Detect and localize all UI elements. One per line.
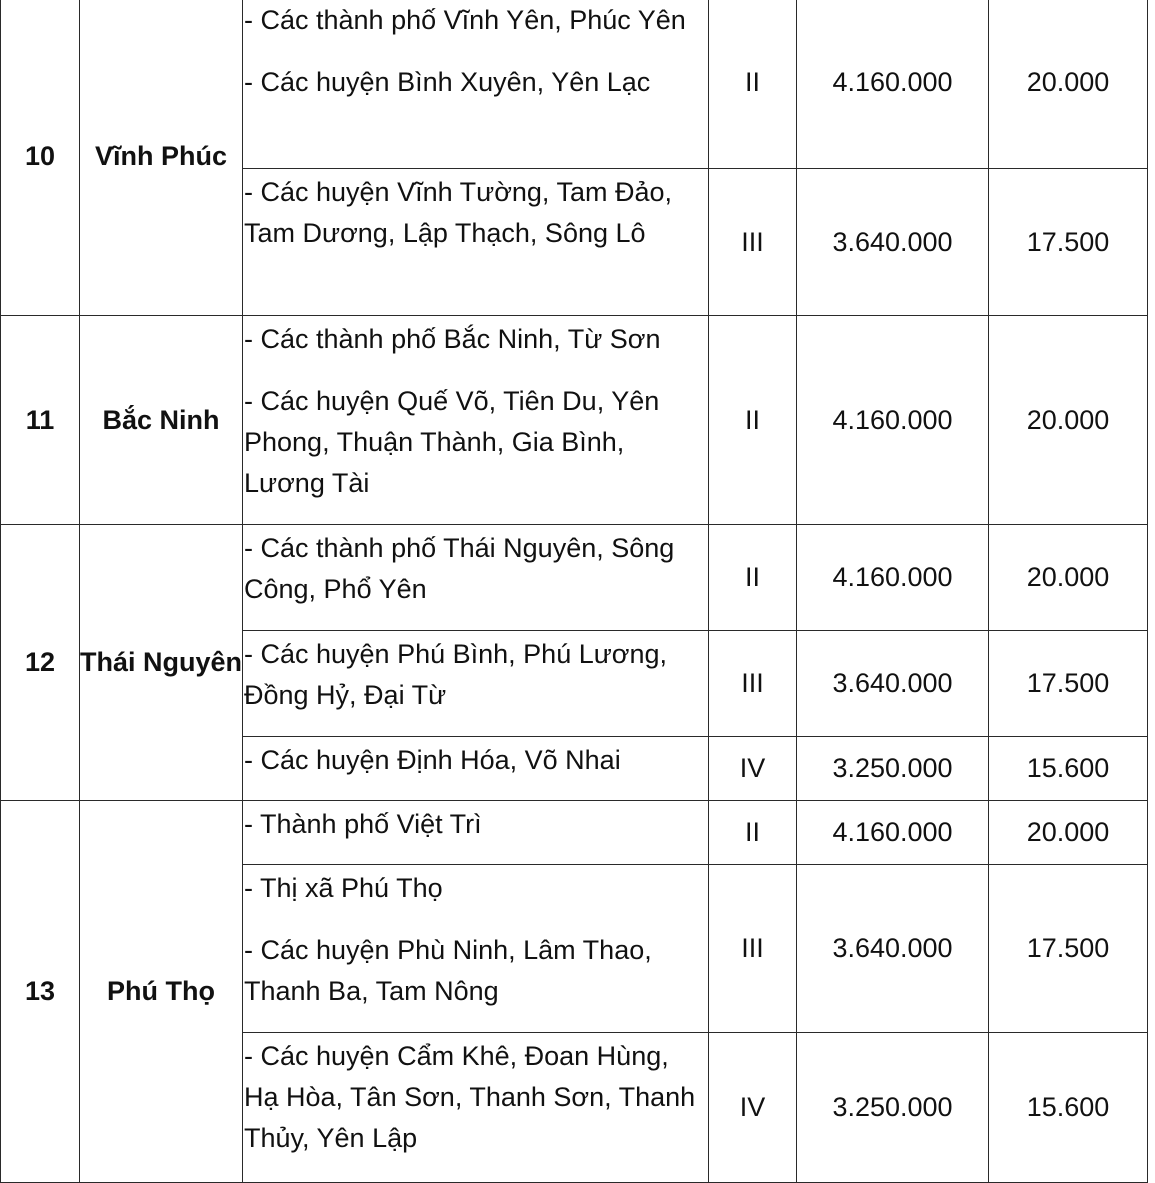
- region-cell: III: [709, 865, 797, 1033]
- region-cell: II: [709, 801, 797, 865]
- province-name: Bắc Ninh: [80, 316, 243, 525]
- region-cell: IV: [709, 1033, 797, 1183]
- table-row: [1, 316, 1148, 525]
- region-cell: II: [709, 525, 797, 631]
- area-cell: [243, 0, 709, 169]
- area-cell: [243, 169, 709, 316]
- province-name: Phú Thọ: [80, 801, 243, 1183]
- area-text: - Các thành phố Vĩnh Yên, Phúc Yên: [244, 5, 686, 35]
- province-name: Vĩnh Phúc: [80, 0, 243, 316]
- area-text: - Các huyện Quế Võ, Tiên Du, Yên Phong, Thuận Thành, Gia Bình, Lương Tài: [244, 386, 660, 498]
- province-name: Thái Nguyên: [80, 525, 243, 801]
- area-text: - Các huyện Phù Ninh, Lâm Thao, Thanh Ba, Tam Nông: [244, 935, 652, 1006]
- table-row: [1, 525, 1148, 631]
- hourly-wage-cell: 17.500: [989, 169, 1148, 316]
- area-text: - Các huyện Phú Bình, Phú Lương, Đồng Hỷ, Đại Từ: [244, 639, 668, 710]
- monthly-wage-cell: 3.640.000: [797, 631, 989, 737]
- area-cell: [243, 1033, 709, 1183]
- monthly-wage-cell: 3.640.000: [797, 169, 989, 316]
- region-cell: II: [709, 316, 797, 525]
- area-cell: [243, 737, 709, 801]
- table-row: [1, 801, 1148, 865]
- region-cell: IV: [709, 737, 797, 801]
- province-number: 13: [1, 801, 80, 1183]
- area-text: - Thành phố Việt Trì: [244, 809, 482, 839]
- monthly-wage-cell: 4.160.000: [797, 316, 989, 525]
- area-cell: [243, 631, 709, 737]
- hourly-wage-cell: 20.000: [989, 801, 1148, 865]
- monthly-wage-cell: 3.250.000: [797, 737, 989, 801]
- monthly-wage-cell: 4.160.000: [797, 801, 989, 865]
- region-cell: III: [709, 631, 797, 737]
- monthly-wage-cell: 4.160.000: [797, 525, 989, 631]
- region-cell: II: [709, 0, 797, 169]
- hourly-wage-cell: 15.600: [989, 1033, 1148, 1183]
- area-cell: [243, 801, 709, 865]
- table-row: [1, 0, 1148, 169]
- area-text: - Các thành phố Bắc Ninh, Từ Sơn: [244, 324, 661, 354]
- monthly-wage-cell: 3.640.000: [797, 865, 989, 1033]
- province-number: 12: [1, 525, 80, 801]
- hourly-wage-cell: 15.600: [989, 737, 1148, 801]
- region-cell: III: [709, 169, 797, 316]
- province-number: 11: [1, 316, 80, 525]
- area-cell: [243, 316, 709, 525]
- hourly-wage-cell: 20.000: [989, 525, 1148, 631]
- area-text: - Các huyện Bình Xuyên, Yên Lạc: [244, 67, 651, 97]
- hourly-wage-cell: 20.000: [989, 316, 1148, 525]
- monthly-wage-cell: 3.250.000: [797, 1033, 989, 1183]
- area-text: - Các huyện Cẩm Khê, Đoan Hùng, Hạ Hòa, Tân Sơn, Thanh Sơn, Thanh Thủy, Yên Lập: [244, 1041, 696, 1153]
- area-cell: [243, 525, 709, 631]
- area-text: - Các thành phố Thái Nguyên, Sông Công, Phổ Yên: [244, 533, 675, 604]
- area-text: - Các huyện Vĩnh Tường, Tam Đảo, Tam Dương, Lập Thạch, Sông Lô: [244, 177, 672, 248]
- hourly-wage-cell: 17.500: [989, 631, 1148, 737]
- area-text: - Thị xã Phú Thọ: [244, 873, 443, 903]
- monthly-wage-cell: 4.160.000: [797, 0, 989, 169]
- province-number: 10: [1, 0, 80, 316]
- hourly-wage-cell: 17.500: [989, 865, 1148, 1033]
- area-text: - Các huyện Định Hóa, Võ Nhai: [244, 745, 621, 775]
- hourly-wage-cell: 20.000: [989, 0, 1148, 169]
- area-cell: [243, 865, 709, 1033]
